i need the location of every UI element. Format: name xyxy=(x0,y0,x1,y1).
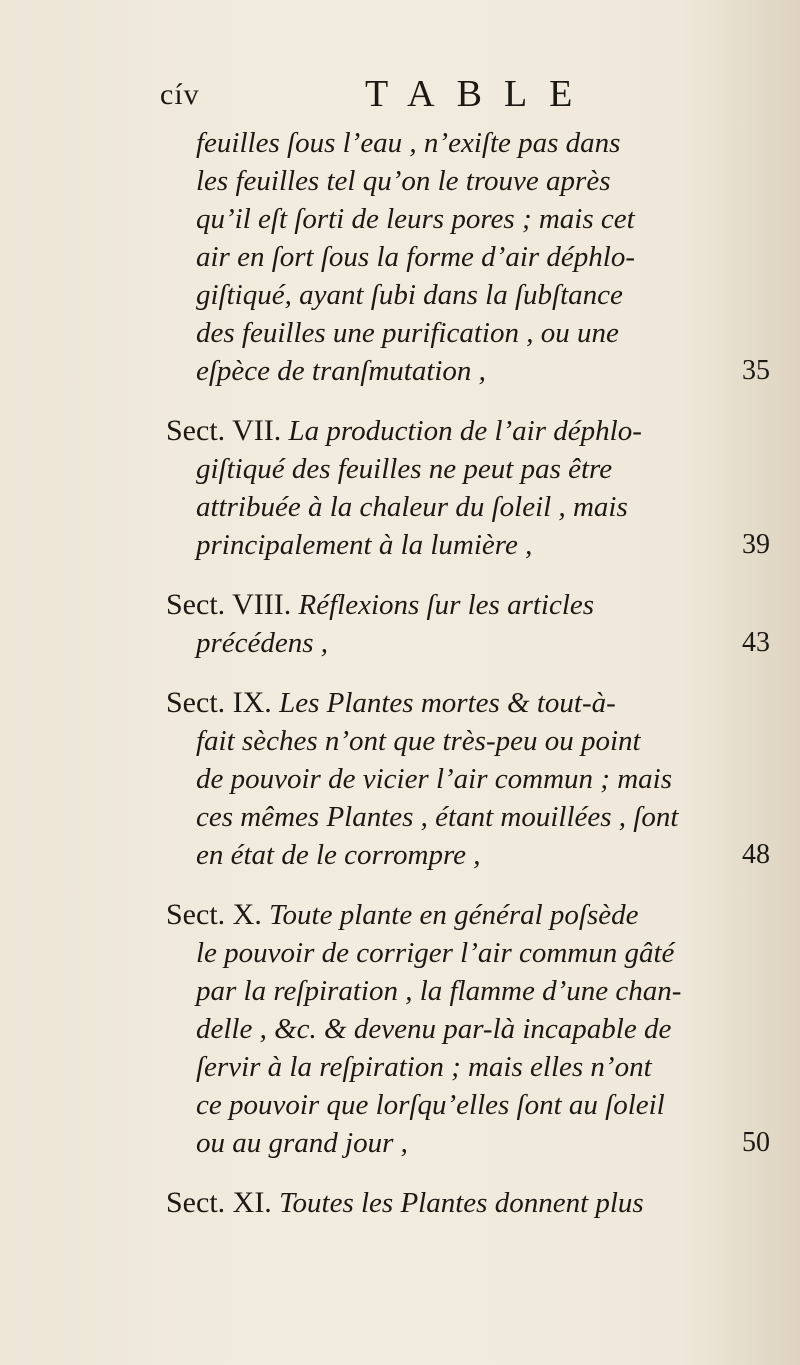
entry-page-number: 35 xyxy=(742,355,770,386)
entry-line: précédens , 43 xyxy=(196,624,770,662)
entry-line: air en ſort ſous la forme d’air déphlo- xyxy=(196,241,636,273)
entry-line: delle , &c. & devenu par-là incapable de xyxy=(196,1013,672,1045)
entry-line: les feuilles tel qu’on le trouve après xyxy=(196,165,611,197)
entry-line: Sect. VIII. Réflexions ſur les articles xyxy=(166,588,595,621)
section-label: Sect. IX. xyxy=(166,686,272,719)
entry-line: feuilles ſous l’eau , n’exiſte pas dans xyxy=(196,127,621,159)
entry-line: ſervir à la reſpiration ; mais elles n’ont xyxy=(196,1051,652,1083)
entry-line: ce pouvoir que lorſqu’elles ſont au ſoleil xyxy=(196,1089,665,1121)
toc-entry xyxy=(166,412,770,564)
section-label: Sect. VIII. xyxy=(166,588,292,621)
entry-line: Sect. VII. La production de l’air déphlo- xyxy=(166,414,642,447)
entry-line: principalement à la lumière , 39 xyxy=(196,526,770,564)
toc-entry xyxy=(166,684,770,874)
entry-line: par la reſpiration , la flamme d’une chan- xyxy=(196,975,682,1007)
page-header xyxy=(160,72,620,122)
entry-line: Sect. X. Toute plante en général poſsède xyxy=(166,898,639,931)
entry-line: giſtiqué, ayant ſubi dans la ſubſtance xyxy=(196,279,623,311)
entry-line: Sect. XI. Toutes les Plantes donnent plus xyxy=(166,1186,644,1219)
entry-page-number: 48 xyxy=(742,839,770,870)
table-of-contents xyxy=(166,124,770,1222)
entry-line: des feuilles une purification , ou une xyxy=(196,317,619,349)
entry-line: Sect. IX. Les Plantes mortes & tout-à- xyxy=(166,686,616,719)
entry-page-number: 50 xyxy=(742,1127,770,1158)
section-label: Sect. X. xyxy=(166,898,262,931)
entry-line: ces mêmes Plantes , étant mouillées , ſont xyxy=(196,801,679,833)
entry-line: qu’il eſt ſorti de leurs pores ; mais cet xyxy=(196,203,635,235)
toc-entry xyxy=(196,124,770,390)
entry-line: en état de le corrompre , 48 xyxy=(196,836,770,874)
toc-entry xyxy=(166,586,770,662)
running-title: TABLE xyxy=(365,73,595,115)
entry-line: attribuée à la chaleur du ſoleil , mais xyxy=(196,491,628,523)
entry-line: de pouvoir de vicier l’air commun ; mais xyxy=(196,763,672,795)
section-label: Sect. VII. xyxy=(166,414,282,447)
section-label: Sect. XI. xyxy=(166,1186,272,1219)
entry-line: giſtiqué des feuilles ne peut pas être xyxy=(196,453,613,485)
entry-line: fait sèches n’ont que très-peu ou point xyxy=(196,725,641,757)
entry-page-number: 39 xyxy=(742,529,770,560)
entry-line: ou au grand jour , 50 xyxy=(196,1124,770,1162)
toc-entry xyxy=(166,1184,770,1222)
entry-line: eſpèce de tranſmutation , 35 xyxy=(196,352,770,390)
toc-entry xyxy=(166,896,770,1162)
entry-page-number: 43 xyxy=(742,627,770,658)
entry-line: le pouvoir de corriger l’air commun gâté xyxy=(196,937,675,969)
page-number: cív xyxy=(160,78,200,111)
